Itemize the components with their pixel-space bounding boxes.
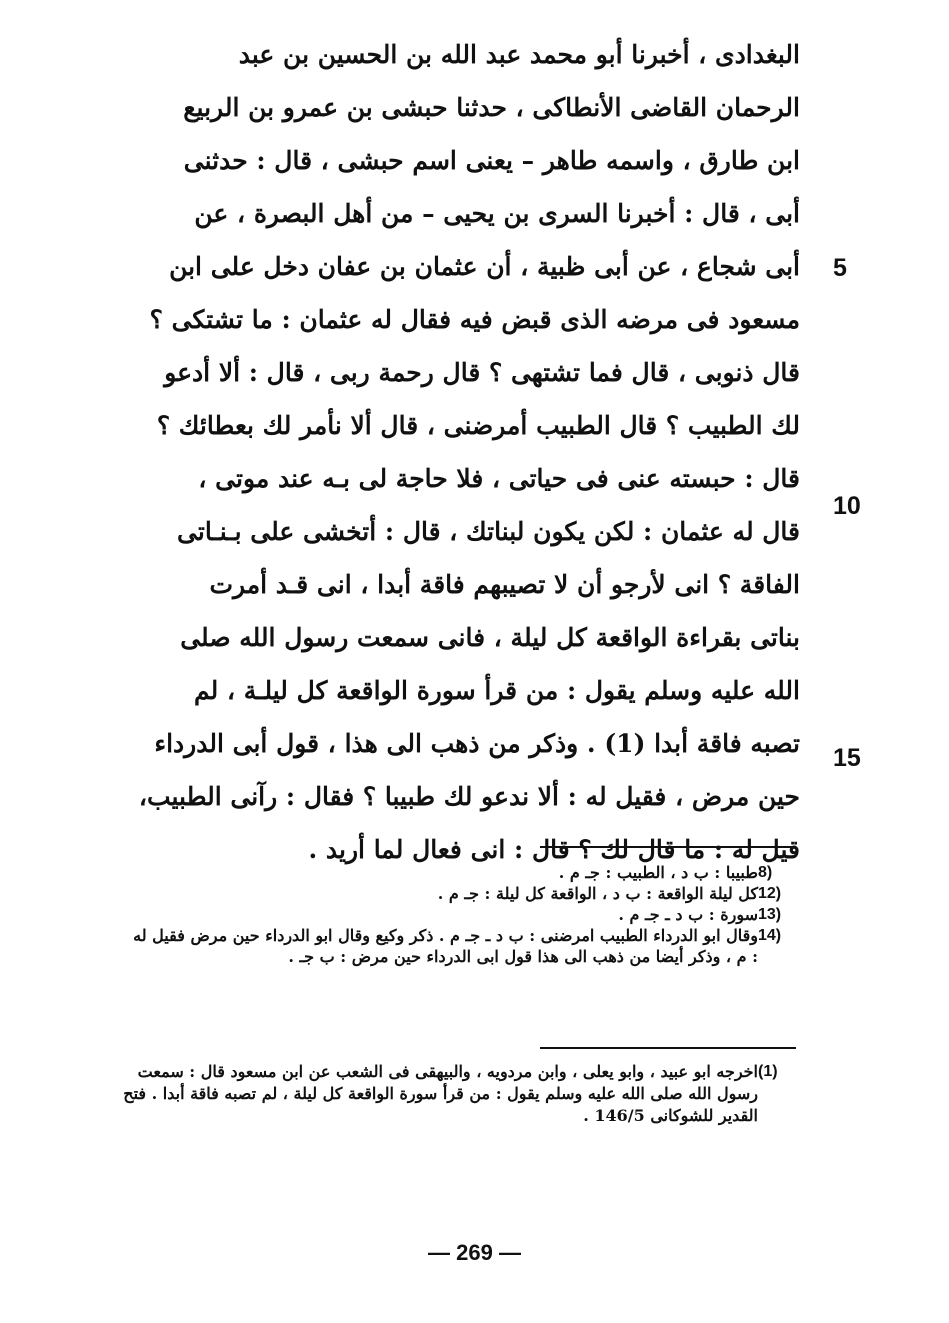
source-note — [104, 1061, 796, 1127]
text-line: البغدادى ، أخبرنا أبو محمد عبد الله بن الحسين بن عبد — [238, 40, 800, 69]
note-number: 14) — [758, 927, 782, 944]
main-text — [100, 28, 800, 876]
note-number: 13) — [758, 906, 782, 923]
note-number: (1) — [758, 1063, 778, 1080]
text-line: قيل له : ما قال لك ؟ قال : انى فعال لما أريد . — [308, 835, 800, 864]
text-line: حين مرض ، فقيل له : ألا ندعو لك طبيبا ؟ فقال : رآنى الطبيب، — [138, 782, 800, 811]
variant-note — [128, 925, 796, 967]
variant-note — [128, 904, 796, 925]
text-line: قال ذنوبى ، قال فما تشتهى ؟ قال رحمة ربى ، قال : ألا أدعو — [164, 358, 800, 387]
text-line: لك الطبيب ؟ قال الطبيب أمرضنى ، قال ألا نأمر لك بعطائك ؟ — [156, 411, 800, 440]
text-line: ابن طارق ، واسمه طاهر – يعنى اسم حبشى ، قال : حدثنى — [183, 146, 800, 175]
note-text: كل ليلة الواقعة : ب د ، الواقعة كل ليلة : جـ م . — [437, 884, 758, 903]
text-line: تصبه فاقة أبدا (1) . وذكر من ذهب الى هذا ، قول أبى الدرداء — [154, 729, 800, 758]
variant-notes — [128, 862, 796, 967]
note-text: اخرجه ابو عبيد ، وابو يعلى ، وابن مردويه ، والبيهقى فى الشعب عن ابن مسعود قال : سمعت رسول الله صلى الله عليه وسلم يقول : من قرأ سورة الواقعة كل ليلة ، لم تصبه فاقة أبدا . فتح القدير للشوكانى 146/5 . — [123, 1062, 758, 1125]
note-number: 12) — [758, 885, 782, 902]
text-line: أبى شجاع ، عن أبى ظبية ، أن عثمان بن عفان دخل على ابن — [169, 252, 800, 281]
variant-note — [128, 883, 796, 904]
line-number-10: 10 — [833, 492, 861, 520]
text-line: قال : حبسته عنى فى حياتى ، فلا حاجة لى بـه عند موتى ، — [198, 464, 800, 493]
source-notes-divider — [540, 1047, 796, 1049]
variant-note — [128, 862, 796, 883]
text-line: الفاقة ؟ انى لأرجو أن لا تصيبهم فاقة أبدا ، انى قـد أمرت — [209, 570, 800, 599]
note-number: 8) — [758, 864, 773, 881]
text-line: الرحمان القاضى الأنطاكى ، حدثنا حبشى بن عمرو بن الربيع — [183, 93, 800, 122]
variant-notes-divider — [540, 846, 796, 848]
text-line: بناتى بقراءة الواقعة كل ليلة ، فانى سمعت رسول الله صلى — [180, 623, 800, 652]
text-line: قال له عثمان : لكن يكون لبناتك ، قال : أتخشى على بـنـاتى — [177, 517, 800, 546]
line-number-5: 5 — [833, 254, 847, 282]
note-text: سورة : ب د ـ جـ م . — [618, 905, 758, 924]
source-notes — [104, 1061, 796, 1127]
line-number-15: 15 — [833, 744, 861, 772]
text-line: أبى ، قال : أخبرنا السرى بن يحيى – من أهل البصرة ، عن — [194, 199, 800, 228]
page-number: — 269 — — [428, 1240, 521, 1265]
text-line: الله عليه وسلم يقول : من قرأ سورة الواقعة كل ليلـة ، لم — [194, 676, 800, 705]
note-text: وقال ابو الدرداء الطبيب امرضنى : ب د ـ جـ م . ذكر وكيع وقال ابو الدرداء حين مرض فقيل له : م ، وذكر أيضا من ذهب الى هذا قول ابى الدرداء حين مرض : ب جـ . — [133, 926, 758, 966]
note-text: طبيبا : ب د ، الطبيب : جـ م . — [558, 863, 758, 882]
text-line: مسعود فى مرضه الذى قبض فيه فقال له عثمان : ما تشتكى ؟ — [149, 305, 800, 334]
